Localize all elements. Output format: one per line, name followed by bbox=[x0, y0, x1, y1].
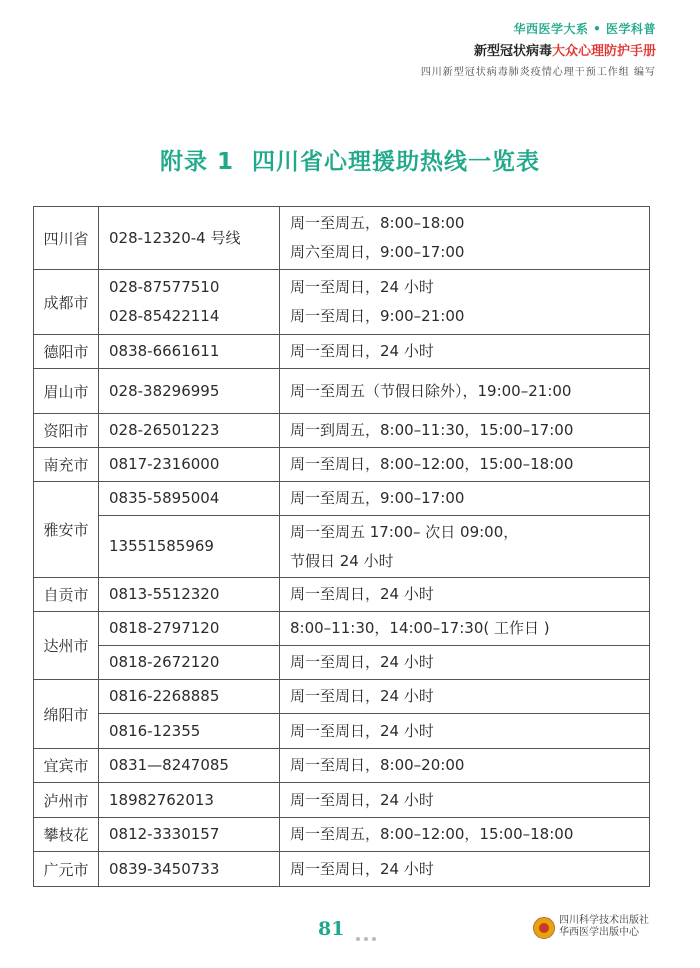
phone-cell bbox=[99, 852, 280, 887]
hours-cell bbox=[280, 714, 650, 749]
phone-number: 0818-2672120 bbox=[109, 653, 220, 671]
phone-number: 0835-5895004 bbox=[109, 489, 220, 507]
phone-cell bbox=[99, 516, 280, 578]
publisher-name-2: 华西医学出版中心 bbox=[559, 927, 639, 938]
service-hours: 周一至周日，9:00–21:00 bbox=[290, 307, 465, 325]
page-dots bbox=[356, 926, 380, 945]
phone-cell bbox=[99, 335, 280, 369]
page-header bbox=[421, 20, 656, 78]
table-row bbox=[34, 714, 650, 749]
phone-number: 0838-6661611 bbox=[109, 342, 220, 360]
city-cell: 达州市 bbox=[34, 612, 99, 680]
hours-cell bbox=[280, 482, 650, 516]
phone-cell bbox=[99, 369, 280, 414]
city-cell: 绵阳市 bbox=[34, 680, 99, 749]
phone-number: 0817-2316000 bbox=[109, 455, 220, 473]
phone-number: 028-12320-4 号线 bbox=[109, 228, 241, 247]
hours-cell bbox=[280, 852, 650, 887]
phone-cell bbox=[99, 414, 280, 448]
service-hours: 周一至周五，8:00–18:00 bbox=[290, 214, 465, 232]
book-title-main: 新型冠状病毒 bbox=[473, 44, 552, 59]
city-cell: 成都市 bbox=[34, 270, 99, 335]
editor-credit: 四川新型冠状病毒肺炎疫情心理干预工作组 编写 bbox=[420, 67, 656, 78]
service-hours: 周一至周日，24 小时 bbox=[290, 859, 434, 878]
phone-number: 0818-2797120 bbox=[109, 619, 220, 637]
table-row bbox=[34, 448, 650, 482]
service-hours: 8:00–11:30，14:00–17:30( 工作日 ) bbox=[290, 619, 550, 637]
hours-cell bbox=[280, 516, 650, 578]
phone-number: 18982762013 bbox=[109, 790, 214, 809]
phone-cell bbox=[99, 578, 280, 612]
service-hours: 周一至周日，24 小时 bbox=[290, 653, 434, 671]
hotline-table bbox=[33, 206, 650, 887]
hours-cell bbox=[280, 612, 650, 646]
page-title bbox=[0, 143, 700, 176]
table-row bbox=[34, 680, 650, 714]
book-title bbox=[421, 40, 656, 59]
table-row bbox=[34, 516, 650, 578]
service-hours: 周一至周日，24 小时 bbox=[290, 278, 434, 296]
city-cell: 眉山市 bbox=[34, 369, 99, 414]
service-hours: 周六至周日，9:00–17:00 bbox=[290, 243, 465, 261]
table-row bbox=[34, 414, 650, 448]
hours-cell bbox=[280, 783, 650, 818]
service-hours: 周一至周五 17:00– 次日 09:00， bbox=[290, 522, 519, 541]
city-cell: 广元市 bbox=[34, 852, 99, 887]
table-row bbox=[34, 369, 650, 414]
hours-cell bbox=[280, 749, 650, 783]
hours-cell bbox=[280, 335, 650, 369]
table-row bbox=[34, 270, 650, 335]
phone-number: 0839-3450733 bbox=[109, 859, 220, 878]
appendix-label: 附录 1 bbox=[159, 149, 234, 175]
hours-cell bbox=[280, 818, 650, 852]
table-row bbox=[34, 482, 650, 516]
table-row bbox=[34, 612, 650, 646]
city-cell: 四川省 bbox=[34, 207, 99, 270]
phone-number: 0812-3330157 bbox=[109, 825, 220, 843]
city-cell: 宜宾市 bbox=[34, 749, 99, 783]
phone-number: 028-85422114 bbox=[109, 307, 220, 325]
table-row bbox=[34, 335, 650, 369]
service-hours: 周一至周日，24 小时 bbox=[290, 687, 434, 705]
city-cell: 雅安市 bbox=[34, 482, 99, 578]
page-number: 81 bbox=[318, 918, 345, 940]
book-title-highlight: 大众心理防护手册 bbox=[551, 44, 656, 59]
city-cell: 泸州市 bbox=[34, 783, 99, 818]
city-cell: 攀枝花 bbox=[34, 818, 99, 852]
service-hours: 周一至周日，8:00–12:00，15:00–18:00 bbox=[290, 455, 574, 473]
publisher-names bbox=[559, 915, 649, 939]
hours-cell bbox=[280, 448, 650, 482]
hours-cell bbox=[280, 369, 650, 414]
publisher-logo-icon bbox=[533, 917, 555, 939]
table-row bbox=[34, 207, 650, 270]
phone-number: 028-87577510 bbox=[109, 278, 220, 296]
phone-number: 13551585969 bbox=[109, 537, 214, 555]
series-brand: 华西医学大系 • 医学科普 bbox=[513, 22, 656, 36]
service-hours: 周一至周五（节假日除外），19:00–21:00 bbox=[290, 381, 572, 400]
phone-cell bbox=[99, 749, 280, 783]
phone-cell bbox=[99, 680, 280, 714]
phone-cell bbox=[99, 482, 280, 516]
service-hours: 周一至周五，8:00–12:00，15:00–18:00 bbox=[290, 825, 574, 843]
table-row bbox=[34, 783, 650, 818]
publisher-name-1: 四川科学技术出版社 bbox=[559, 915, 649, 926]
city-cell: 德阳市 bbox=[34, 335, 99, 369]
table-row bbox=[34, 749, 650, 783]
table-row bbox=[34, 578, 650, 612]
phone-number: 0816-2268885 bbox=[109, 687, 220, 705]
table-row bbox=[34, 818, 650, 852]
phone-cell bbox=[99, 270, 280, 335]
phone-cell bbox=[99, 818, 280, 852]
phone-cell bbox=[99, 646, 280, 680]
phone-cell bbox=[99, 612, 280, 646]
hotline-table-body bbox=[34, 207, 650, 887]
service-hours: 周一至周日，8:00–20:00 bbox=[290, 756, 465, 774]
service-hours: 周一至周日，24 小时 bbox=[290, 790, 434, 809]
table-row bbox=[34, 646, 650, 680]
service-hours: 周一至周五，9:00–17:00 bbox=[290, 489, 465, 507]
service-hours: 节假日 24 小时 bbox=[290, 551, 394, 570]
phone-number: 0831—8247085 bbox=[109, 756, 229, 774]
service-hours: 周一至周日，24 小时 bbox=[290, 721, 434, 740]
appendix-title: 四川省心理援助热线一览表 bbox=[252, 149, 540, 175]
service-hours: 周一到周五，8:00–11:30，15:00–17:00 bbox=[290, 421, 574, 439]
phone-number: 0813-5512320 bbox=[109, 585, 220, 603]
service-hours: 周一至周日，24 小时 bbox=[290, 585, 434, 603]
hours-cell bbox=[280, 270, 650, 335]
phone-cell bbox=[99, 207, 280, 270]
city-cell: 自贡市 bbox=[34, 578, 99, 612]
phone-number: 028-38296995 bbox=[109, 381, 220, 400]
hours-cell bbox=[280, 680, 650, 714]
hours-cell bbox=[280, 578, 650, 612]
table-row bbox=[34, 852, 650, 887]
phone-cell bbox=[99, 714, 280, 749]
phone-number: 028-26501223 bbox=[109, 421, 220, 439]
phone-number: 0816-12355 bbox=[109, 721, 201, 740]
phone-cell bbox=[99, 448, 280, 482]
phone-cell bbox=[99, 783, 280, 818]
city-cell: 南充市 bbox=[34, 448, 99, 482]
hours-cell bbox=[280, 646, 650, 680]
service-hours: 周一至周日，24 小时 bbox=[290, 342, 434, 360]
hours-cell bbox=[280, 207, 650, 270]
hours-cell bbox=[280, 414, 650, 448]
city-cell: 资阳市 bbox=[34, 414, 99, 448]
